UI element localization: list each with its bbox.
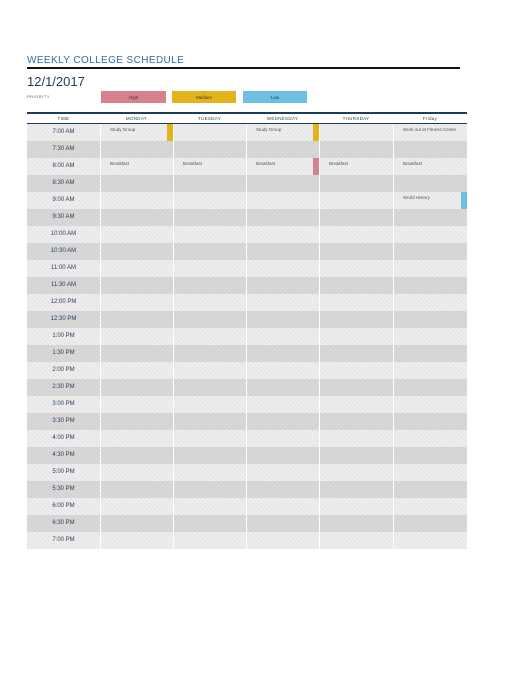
schedule-cell[interactable] [101, 294, 173, 311]
schedule-cell[interactable] [247, 192, 319, 209]
schedule-cell[interactable] [247, 447, 319, 464]
time-cell: 7:30 AM [27, 141, 100, 158]
priority-medium-swatch: Medium [172, 91, 236, 103]
schedule-cell[interactable] [320, 192, 393, 209]
schedule-cell[interactable] [247, 515, 319, 532]
schedule-cell[interactable] [174, 277, 246, 294]
schedule-cell[interactable] [247, 413, 319, 430]
schedule-cell[interactable] [394, 124, 467, 141]
schedule-cell[interactable] [101, 362, 173, 379]
schedule-cell[interactable] [320, 243, 393, 260]
schedule-cell[interactable] [174, 192, 246, 209]
table-row [27, 413, 467, 430]
table-row [27, 158, 467, 175]
time-cell: 3:30 PM [27, 413, 100, 430]
time-cell: 12:30 PM [27, 311, 100, 328]
schedule-cell[interactable] [247, 362, 319, 379]
time-cell: 8:00 AM [27, 158, 100, 175]
time-cell: 9:00 AM [27, 192, 100, 209]
schedule-cell[interactable] [394, 243, 467, 260]
table-row [27, 311, 467, 328]
schedule-cell[interactable] [101, 209, 173, 226]
event-label: Study Group [110, 127, 136, 132]
table-row [27, 481, 467, 498]
schedule-cell[interactable] [247, 532, 319, 549]
time-cell: 4:00 PM [27, 430, 100, 447]
schedule-cell[interactable] [320, 260, 393, 277]
priority-medium-marker [167, 124, 173, 141]
schedule-cell[interactable] [394, 158, 467, 175]
schedule-cell[interactable] [247, 328, 319, 345]
time-cell: 12:00 PM [27, 294, 100, 311]
schedule-cell[interactable] [101, 243, 173, 260]
schedule-cell[interactable] [174, 430, 246, 447]
schedule-cell[interactable] [101, 328, 173, 345]
schedule-cell[interactable] [101, 175, 173, 192]
schedule-cell[interactable] [247, 430, 319, 447]
time-cell: 10:30 AM [27, 243, 100, 260]
schedule-cell[interactable] [101, 481, 173, 498]
schedule-cell[interactable] [247, 141, 319, 158]
schedule-cell[interactable] [247, 379, 319, 396]
schedule-date[interactable]: 12/1/2017 [27, 74, 85, 89]
schedule-cell[interactable] [247, 124, 319, 141]
schedule-cell[interactable] [247, 311, 319, 328]
schedule-cell[interactable] [101, 124, 173, 141]
event-label: Breakfast [329, 161, 349, 166]
schedule-cell[interactable] [394, 481, 467, 498]
schedule-cell[interactable] [101, 192, 173, 209]
column-header-friday: Friday [422, 116, 438, 121]
schedule-cell[interactable] [174, 379, 246, 396]
schedule-cell[interactable] [174, 311, 246, 328]
table-row [27, 515, 467, 532]
schedule-cell[interactable] [394, 413, 467, 430]
schedule-cell[interactable] [101, 430, 173, 447]
table-body [27, 124, 467, 549]
schedule-cell[interactable] [320, 141, 393, 158]
schedule-cell[interactable] [247, 243, 319, 260]
schedule-cell[interactable] [174, 175, 246, 192]
schedule-cell[interactable] [101, 158, 173, 175]
schedule-cell[interactable] [320, 311, 393, 328]
schedule-cell[interactable] [174, 260, 246, 277]
time-cell: 8:30 AM [27, 175, 100, 192]
schedule-cell[interactable] [247, 498, 319, 515]
schedule-cell[interactable] [247, 158, 319, 175]
schedule-cell[interactable] [320, 481, 393, 498]
schedule-cell[interactable] [394, 515, 467, 532]
schedule-cell[interactable] [101, 260, 173, 277]
schedule-cell[interactable] [247, 294, 319, 311]
schedule-cell[interactable] [101, 447, 173, 464]
schedule-cell[interactable] [394, 311, 467, 328]
schedule-cell[interactable] [247, 226, 319, 243]
table-row [27, 226, 467, 243]
schedule-cell[interactable] [320, 362, 393, 379]
schedule-cell[interactable] [394, 532, 467, 549]
schedule-cell[interactable] [174, 413, 246, 430]
schedule-cell[interactable] [174, 158, 246, 175]
table-row [27, 447, 467, 464]
schedule-cell[interactable] [320, 226, 393, 243]
schedule-table [27, 112, 467, 549]
schedule-cell[interactable] [101, 379, 173, 396]
table-row [27, 379, 467, 396]
schedule-cell[interactable] [247, 481, 319, 498]
time-cell: 3:00 PM [27, 396, 100, 413]
time-cell: 5:00 PM [27, 464, 100, 481]
table-row [27, 532, 467, 549]
event-label: Breakfast [110, 161, 130, 166]
time-cell: 5:30 PM [27, 481, 100, 498]
table-row [27, 396, 467, 413]
time-cell: 11:00 AM [27, 260, 100, 277]
schedule-cell[interactable] [101, 413, 173, 430]
schedule-cell[interactable] [174, 532, 246, 549]
schedule-cell[interactable] [174, 396, 246, 413]
schedule-cell[interactable] [320, 209, 393, 226]
time-cell: 10:00 AM [27, 226, 100, 243]
schedule-cell[interactable] [320, 158, 393, 175]
schedule-cell[interactable] [394, 498, 467, 515]
table-row [27, 345, 467, 362]
schedule-cell[interactable] [320, 345, 393, 362]
schedule-cell[interactable] [320, 175, 393, 192]
schedule-cell[interactable] [247, 396, 319, 413]
time-cell: 4:30 PM [27, 447, 100, 464]
table-header-row [27, 114, 467, 123]
table-row [27, 362, 467, 379]
schedule-cell[interactable] [394, 430, 467, 447]
table-row [27, 260, 467, 277]
title-divider [27, 67, 460, 69]
schedule-cell[interactable] [394, 447, 467, 464]
schedule-cell[interactable] [174, 124, 246, 141]
schedule-cell[interactable] [320, 532, 393, 549]
schedule-cell[interactable] [174, 362, 246, 379]
schedule-cell[interactable] [394, 362, 467, 379]
priority-high-swatch: High [101, 91, 166, 103]
time-cell: 2:00 PM [27, 362, 100, 379]
schedule-cell[interactable] [320, 294, 393, 311]
schedule-cell[interactable] [320, 464, 393, 481]
table-row [27, 209, 467, 226]
schedule-cell[interactable] [394, 345, 467, 362]
schedule-cell[interactable] [101, 141, 173, 158]
schedule-cell[interactable] [394, 192, 467, 209]
schedule-cell[interactable] [174, 141, 246, 158]
schedule-cell[interactable] [101, 498, 173, 515]
schedule-cell[interactable] [247, 464, 319, 481]
schedule-cell[interactable] [174, 447, 246, 464]
time-cell: 2:30 PM [27, 379, 100, 396]
schedule-cell[interactable] [101, 345, 173, 362]
event-label: Study Group [256, 127, 282, 132]
schedule-cell[interactable] [394, 328, 467, 345]
schedule-cell[interactable] [320, 396, 393, 413]
schedule-cell[interactable] [394, 379, 467, 396]
schedule-cell[interactable] [174, 294, 246, 311]
column-header-tuesday: TUESDAY [197, 116, 222, 121]
priority-legend-label: PRIORITY [27, 94, 50, 99]
schedule-cell[interactable] [174, 515, 246, 532]
schedule-cell[interactable] [101, 311, 173, 328]
table-row [27, 175, 467, 192]
column-header-monday: MONDAY [125, 116, 148, 121]
schedule-cell[interactable] [174, 328, 246, 345]
schedule-cell[interactable] [320, 498, 393, 515]
priority-low-marker [461, 192, 467, 209]
schedule-cell[interactable] [394, 277, 467, 294]
schedule-cell[interactable] [101, 532, 173, 549]
schedule-cell[interactable] [394, 141, 467, 158]
schedule-cell[interactable] [174, 345, 246, 362]
schedule-cell[interactable] [101, 396, 173, 413]
table-row [27, 294, 467, 311]
event-label: Work out at Fitness Center [403, 127, 457, 132]
time-cell: 7:00 AM [27, 124, 100, 141]
schedule-cell[interactable] [247, 345, 319, 362]
schedule-cell[interactable] [174, 226, 246, 243]
priority-low-swatch: Low [243, 91, 307, 103]
schedule-cell[interactable] [320, 277, 393, 294]
schedule-cell[interactable] [394, 175, 467, 192]
event-label: Breakfast [403, 161, 423, 166]
column-header-wednesday: WEDNESDAY [266, 116, 299, 121]
schedule-cell[interactable] [174, 243, 246, 260]
table-row [27, 243, 467, 260]
schedule-cell[interactable] [394, 260, 467, 277]
schedule-cell[interactable] [394, 294, 467, 311]
event-label: World History [403, 195, 430, 200]
time-cell: 1:00 PM [27, 328, 100, 345]
time-cell: 9:30 AM [27, 209, 100, 226]
time-cell: 6:30 PM [27, 515, 100, 532]
priority-high-marker [313, 158, 319, 175]
column-header-time: TIME [57, 116, 70, 121]
schedule-cell[interactable] [320, 124, 393, 141]
schedule-cell[interactable] [101, 277, 173, 294]
event-label: Breakfast [183, 161, 203, 166]
schedule-cell[interactable] [174, 481, 246, 498]
priority-medium-marker [313, 124, 319, 141]
table-row [27, 498, 467, 515]
time-cell: 7:00 PM [27, 532, 100, 549]
schedule-cell[interactable] [394, 464, 467, 481]
schedule-cell[interactable] [320, 413, 393, 430]
table-row [27, 141, 467, 158]
schedule-cell[interactable] [101, 464, 173, 481]
table-row [27, 464, 467, 481]
table-row [27, 277, 467, 294]
schedule-cell[interactable] [247, 277, 319, 294]
table-row [27, 192, 467, 209]
schedule-cell[interactable] [320, 379, 393, 396]
time-cell: 6:00 PM [27, 498, 100, 515]
schedule-cell[interactable] [320, 447, 393, 464]
schedule-cell[interactable] [101, 515, 173, 532]
schedule-cell[interactable] [320, 328, 393, 345]
event-label: Breakfast [256, 161, 276, 166]
schedule-cell[interactable] [320, 430, 393, 447]
schedule-cell[interactable] [174, 498, 246, 515]
schedule-cell[interactable] [247, 209, 319, 226]
schedule-cell[interactable] [247, 260, 319, 277]
schedule-cell[interactable] [174, 209, 246, 226]
column-header-thursday: THURSDAY [342, 116, 370, 121]
table-row [27, 328, 467, 345]
schedule-cell[interactable] [101, 226, 173, 243]
schedule-cell[interactable] [320, 515, 393, 532]
schedule-cell[interactable] [394, 209, 467, 226]
time-cell: 1:30 PM [27, 345, 100, 362]
schedule-cell[interactable] [394, 396, 467, 413]
table-row [27, 430, 467, 447]
table-row [27, 124, 467, 141]
schedule-cell[interactable] [247, 175, 319, 192]
schedule-title: WEEKLY COLLEGE SCHEDULE [27, 55, 185, 66]
schedule-cell[interactable] [394, 226, 467, 243]
time-cell: 11:30 AM [27, 277, 100, 294]
schedule-cell[interactable] [174, 464, 246, 481]
